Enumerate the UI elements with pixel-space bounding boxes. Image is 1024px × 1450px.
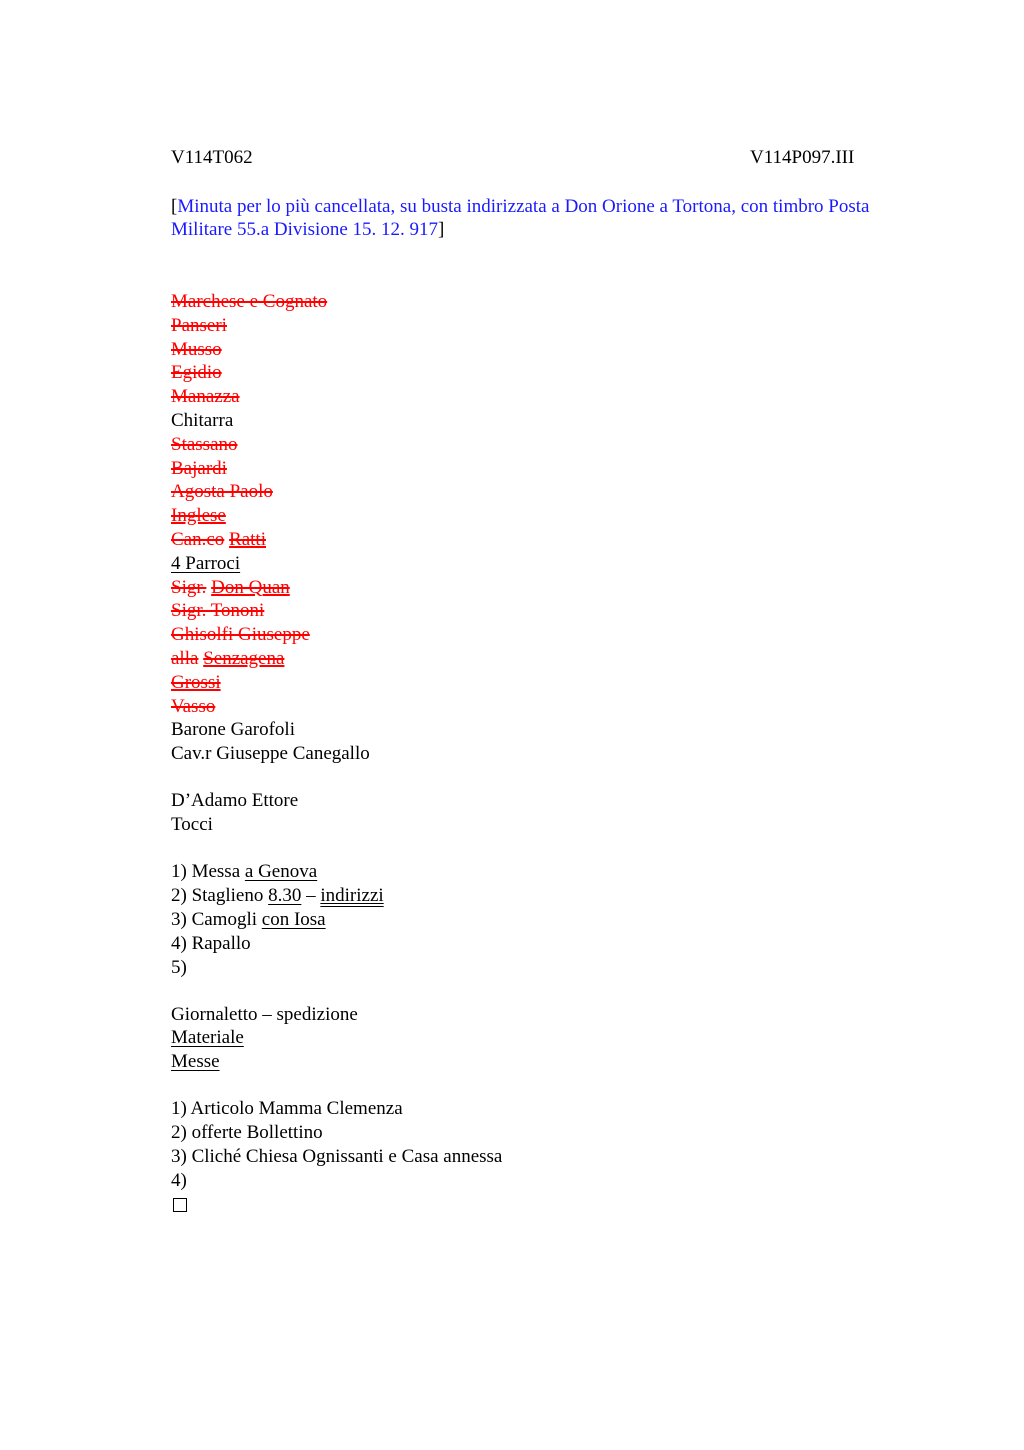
struck-name: Inglese: [171, 505, 226, 527]
name: D’Adamo Ettore: [171, 790, 299, 812]
list-item: [171, 623, 871, 647]
list-item: [171, 789, 871, 813]
list-item: [171, 932, 871, 956]
list-item: [171, 956, 871, 980]
name: Cav.r Giuseppe Canegallo: [171, 743, 370, 765]
list-item: [171, 314, 871, 338]
spacer: [171, 766, 871, 789]
item-text: Giornaletto – spedizione: [171, 1003, 358, 1025]
struck-name: Ratti: [229, 528, 266, 550]
name: Tocci: [171, 814, 213, 836]
editorial-note: [171, 195, 891, 241]
item-underlined: Materiale: [171, 1027, 244, 1049]
list-item: [171, 457, 871, 481]
struck-name: Panseri: [171, 314, 227, 336]
list-item: [171, 599, 871, 623]
struck-name: Stassano: [171, 433, 238, 455]
list-item: [171, 813, 871, 837]
item-underlined: a Genova: [244, 861, 318, 883]
name: Chitarra: [171, 409, 234, 431]
list-item: [171, 860, 871, 884]
list-item: [171, 290, 871, 314]
list-item: [171, 433, 871, 457]
item-underlined: 8.30: [268, 885, 302, 907]
list-item: [171, 338, 871, 362]
list-item: [171, 1169, 871, 1193]
item-text: –: [301, 885, 321, 907]
underlined-name: 4 Parroci: [171, 552, 241, 574]
struck-name: Sigr.: [171, 576, 207, 598]
document-code-left: V114T062: [171, 147, 253, 168]
document-code-right: V114P097.III: [750, 147, 855, 168]
spacer: [171, 837, 871, 860]
struck-name: Marchese e Cognato: [171, 291, 328, 312]
struck-name: Bajardi: [171, 457, 227, 479]
struck-name: Sigr. Tononi: [171, 600, 265, 622]
list-item: [171, 576, 871, 600]
item-text: 5): [171, 956, 187, 978]
list-item: [171, 908, 871, 932]
list-item: [171, 480, 871, 504]
list-item: [171, 1097, 871, 1121]
struck-name: Agosta Paolo: [171, 481, 273, 503]
list-item: [171, 647, 871, 671]
list-item: [171, 385, 871, 409]
list-item: [171, 1003, 871, 1027]
struck-name: Manazza: [171, 386, 240, 408]
name: Barone Garofoli: [171, 719, 295, 741]
struck-name: Grossi: [171, 671, 221, 693]
list-item: [171, 1050, 871, 1074]
spacer: [171, 1074, 871, 1097]
item-text: 3) Cliché Chiesa Ognissanti e Casa annessa: [171, 1146, 503, 1168]
empty-box-icon: [173, 1198, 187, 1212]
note-close-bracket: ]: [438, 219, 445, 240]
struck-name: Don Quan: [211, 576, 290, 598]
item-text: 1) Articolo Mamma Clemenza: [171, 1098, 403, 1120]
struck-name: alla: [171, 647, 199, 669]
list-item: [171, 695, 871, 719]
list-item: [171, 718, 871, 742]
spacer: [171, 979, 871, 1002]
list-item: [171, 671, 871, 695]
list-item: [171, 504, 871, 528]
note-text: Minuta per lo più cancellata, su busta indirizzata a Don Orione a Tortona, con timbro Posta Militare 55.a Divisione 15. 12. 917: [171, 196, 870, 240]
item-text: 3) Camogli: [171, 908, 262, 930]
struck-name: Egidio: [171, 362, 222, 384]
list-item: [171, 742, 871, 766]
list-item: [171, 1121, 871, 1145]
item-double-underlined: indirizzi: [320, 885, 384, 907]
item-text: 2) Staglieno: [171, 885, 269, 907]
list-item: [171, 884, 871, 908]
list-item: [171, 528, 871, 552]
list-item: [171, 1193, 871, 1217]
item-text: 2) offerte Bollettino: [171, 1122, 323, 1144]
list-item: [171, 361, 871, 385]
item-underlined: con Iosa: [261, 908, 326, 930]
item-text: 4): [171, 1169, 187, 1191]
list-item: [171, 1145, 871, 1169]
struck-name: Musso: [171, 338, 222, 360]
item-underlined: Messe: [171, 1051, 220, 1073]
item-text: 4) Rapallo: [171, 932, 251, 954]
note-open-bracket: [: [171, 196, 178, 217]
list-item: [171, 1026, 871, 1050]
struck-name: Ghisolfi Giuseppe: [171, 624, 310, 646]
struck-name: Vasso: [171, 695, 216, 717]
list-item: [171, 552, 871, 576]
struck-name: Can.co: [171, 528, 225, 550]
list-item: [171, 409, 871, 433]
struck-name: Senzagena: [203, 647, 285, 669]
minute-body: [171, 290, 871, 1216]
item-text: 1) Messa: [171, 861, 245, 883]
